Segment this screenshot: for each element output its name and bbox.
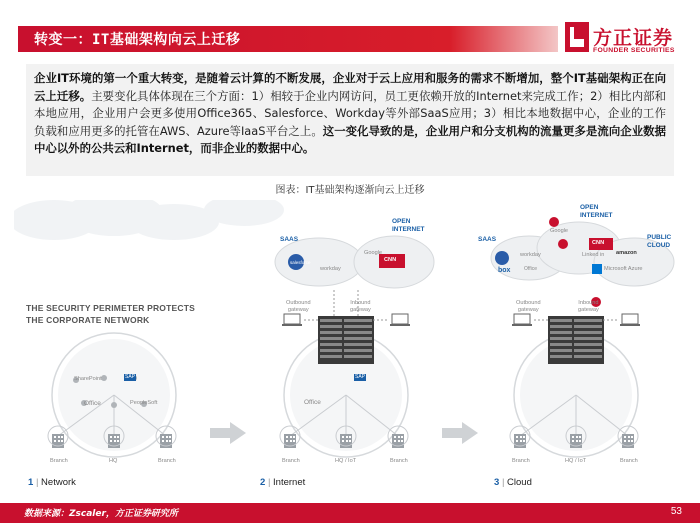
- founder-logo: [565, 22, 685, 58]
- intro-paragraph: [34, 70, 666, 158]
- hq-label: HQ: [109, 458, 118, 464]
- stage-1-network-diagram: [48, 333, 176, 457]
- figure-caption: 图表：IT基础架构逐渐向云上迁移: [275, 185, 425, 196]
- hq-iot-label: HQ / IoT: [565, 458, 587, 464]
- salesforce-label: salesforce: [290, 260, 311, 265]
- azure-label: Microsoft Azure: [604, 266, 643, 272]
- inbound-line-1: Inbound: [350, 300, 371, 306]
- outbound-gateway-label: [516, 300, 541, 313]
- office-label: Office: [524, 266, 537, 272]
- stage-2-internet-diagram: [275, 236, 434, 457]
- laptop-icon: [620, 314, 640, 326]
- office-logo: Office: [84, 400, 101, 407]
- figure-graphics: [14, 200, 686, 497]
- page-title: 转变一：IT基础架构向云上迁移: [34, 32, 241, 48]
- logo-text-en: FOUNDER SECURITIES: [593, 47, 675, 54]
- branch-label: Branch: [620, 458, 638, 464]
- inbound-line-1: Inbound: [578, 300, 599, 306]
- arrow-icon: [442, 422, 478, 444]
- open-internet-line-1: OPEN: [392, 218, 411, 225]
- footer-source: 数据来源：Zscaler，方正证券研究所: [24, 509, 178, 519]
- migration-figure: [14, 200, 686, 497]
- server-rack-icon: [342, 316, 374, 364]
- branch-label: Branch: [390, 458, 408, 464]
- open-internet-line-2: INTERNET: [392, 225, 425, 233]
- intro-bold-1: 企业IT环境的第一个重大转变，是随着云计算的不断发展，企业对于云上应用和服务的需求不断增加，整个IT基础架构正在向云上迁移。: [34, 71, 666, 103]
- box-label: box: [498, 267, 511, 274]
- intro-paragraph-box: [26, 64, 674, 176]
- branch-label: Branch: [50, 458, 68, 464]
- inbound-gateway-label: [350, 300, 371, 313]
- logo-text-cn: 方正证券: [593, 27, 674, 49]
- page-number: 53: [670, 506, 682, 517]
- background-clouds: [14, 200, 284, 240]
- laptop-icon: [390, 314, 410, 326]
- open-internet-label: [392, 218, 425, 233]
- outbound-line-1: Outbound: [286, 300, 311, 306]
- security-perimeter-label: [26, 302, 195, 326]
- server-rack-icon: [572, 316, 604, 364]
- stage-3-label: 3 | Cloud: [494, 477, 532, 488]
- sap-logo: SAP: [355, 374, 366, 380]
- saas-label: SAAS: [280, 236, 299, 243]
- perimeter-line-1: THE SECURITY PERIMETER PROTECTS: [26, 303, 195, 313]
- sap-logo: SAP: [125, 374, 136, 380]
- google-label: Google: [364, 250, 383, 256]
- open-internet-line-1: OPEN: [580, 204, 599, 211]
- public-cloud-label: [647, 234, 671, 249]
- hazard-icon: [558, 239, 568, 249]
- perimeter-line-2: THE CORPORATE NETWORK: [26, 315, 150, 325]
- amazon-label: amazon: [616, 250, 637, 256]
- branch-label: Branch: [158, 458, 176, 464]
- app-label: SharePoint: [74, 376, 102, 382]
- intro-normal: 主要变化具体体现在三个方面：1）相较于企业内网访问，员工更依赖开放的Internet来完成工作；2）相比内部和本地应用，企业用户会更多使用Office365、Salesforce、Workday等外部SaaS应用；3）相比本地数据中心，企业的工作负载和应用更多的托管在AWS、Azure等IaaS平台之上。: [34, 88, 666, 138]
- hazard-icon: [549, 217, 559, 227]
- laptop-icon: [282, 314, 302, 326]
- inbound-gateway-label: [578, 300, 599, 313]
- outbound-line-1: Outbound: [516, 300, 541, 306]
- outbound-gateway-label: [286, 300, 311, 313]
- saas-label: SAAS: [478, 236, 497, 243]
- linkedin-label: Linked in: [582, 252, 605, 258]
- hq-iot-label: HQ / IoT: [335, 458, 357, 464]
- stage-number: 2: [260, 477, 266, 488]
- arrow-icon: [210, 422, 246, 444]
- public-cloud-line-1: PUBLIC: [647, 234, 672, 241]
- google-label: Google: [550, 228, 569, 234]
- stage-number: 3: [494, 477, 500, 488]
- stage-name: Cloud: [507, 477, 532, 488]
- stage-number: 1: [28, 477, 34, 488]
- app-label: PeopleSoft: [130, 400, 158, 406]
- open-internet-label: [580, 204, 613, 219]
- outbound-line-2: gateway: [287, 306, 309, 313]
- stage-1-label: 1 | Network: [28, 477, 76, 488]
- branch-label: Branch: [512, 458, 530, 464]
- branch-label: Branch: [282, 458, 300, 464]
- workday-label: workday: [320, 266, 341, 272]
- header: [0, 0, 700, 60]
- cnn-label: CNN: [592, 240, 605, 246]
- intro-bold-2: 这一变化导致的是，企业用户和分支机构的流量更多是流向企业数据中心以外的公共云和Internet，而非企业的数据中心。: [34, 123, 666, 155]
- stage-2-label: 2 | Internet: [260, 477, 306, 488]
- windows-logo-icon: [592, 264, 602, 274]
- workday-label: workday: [520, 252, 541, 258]
- salesforce-logo-icon: [495, 251, 509, 265]
- office-logo: Office: [304, 399, 321, 406]
- public-cloud-line-2: CLOUD: [647, 241, 671, 249]
- laptop-icon: [512, 314, 532, 326]
- inbound-line-2: gateway: [350, 306, 371, 313]
- outbound-line-2: gateway: [517, 306, 539, 313]
- inbound-line-2: gateway: [578, 306, 599, 313]
- stage-name: Network: [41, 477, 76, 488]
- founder-logo-icon: [565, 22, 589, 52]
- open-internet-line-2: INTERNET: [580, 211, 613, 219]
- cnn-label: CNN: [384, 257, 397, 263]
- stage-name: Internet: [273, 477, 306, 488]
